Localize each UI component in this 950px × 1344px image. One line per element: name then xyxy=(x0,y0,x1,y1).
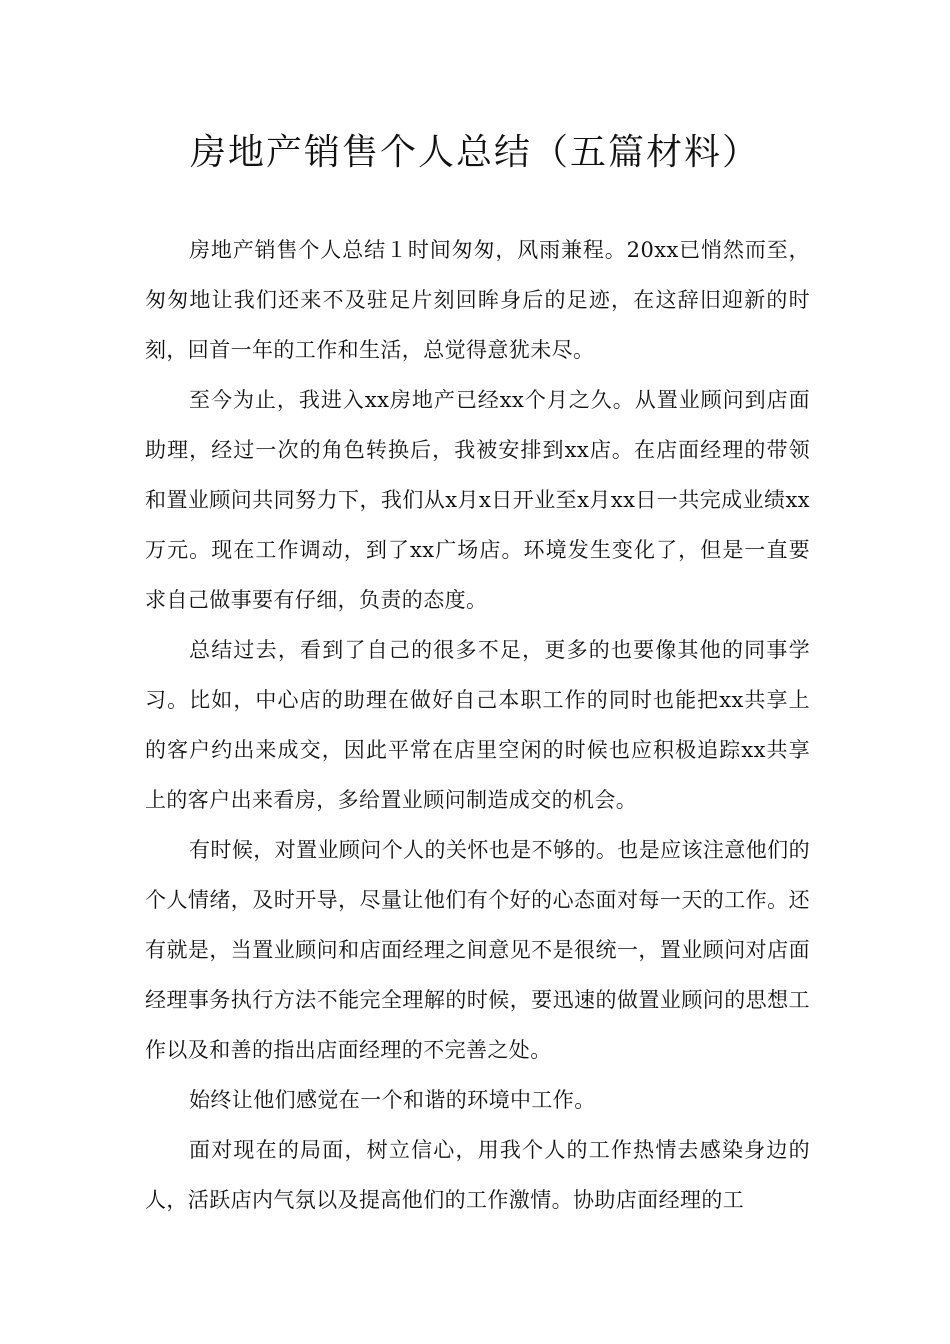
paragraph: 有时候，对置业顾问个人的关怀也是不够的。也是应该注意他们的个人情绪，及时开导，尽量让他们有个好的心态面对每一天的工作。还有就是，当置业顾问和店面经理之间意见不是很统一，置业顾问对店面经理事务执行方法不能完全理解的时候，要迅速的做置业顾问的思想工作以及和善的指出店面经理的不完善之处。 xyxy=(145,838,810,1062)
document-title: 房地产销售个人总结（五篇材料） xyxy=(189,132,760,173)
paragraph: 房地产销售个人总结１时间匆匆，风雨兼程。20xx已悄然而至，匆匆地让我们还来不及驻足片刻回眸身后的足迹，在这辞旧迎新的时刻，回首一年的工作和生活，总觉得意犹未尽。 xyxy=(145,238,810,362)
paragraph: 面对现在的局面，树立信心，用我个人的工作热情去感染身边的人，活跃店内气氛以及提高他们的工作激情。协助店面经理的工 xyxy=(145,1138,810,1212)
document-body xyxy=(145,225,810,1225)
paragraph: 总结过去，看到了自己的很多不足，更多的也要像其他的同事学习。比如，中心店的助理在做好自己本职工作的同时也能把xx共享上的客户约出来成交，因此平常在店里空闲的时候也应积极追踪xx共享上的客户出来看房，多给置业顾问制造成交的机会。 xyxy=(145,638,810,812)
paragraph: 至今为止，我进入xx房地产已经xx个月之久。从置业顾问到店面助理，经过一次的角色转换后，我被安排到xx店。在店面经理的带领和置业顾问共同努力下，我们从x月x日开业至x月xx日一共完成业绩xx万元。现在工作调动，到了xx广场店。环境发生变化了，但是一直要求自己做事要有仔细，负责的态度。 xyxy=(145,388,810,612)
paragraph: 始终让他们感觉在一个和谐的环境中工作。 xyxy=(189,1088,596,1112)
